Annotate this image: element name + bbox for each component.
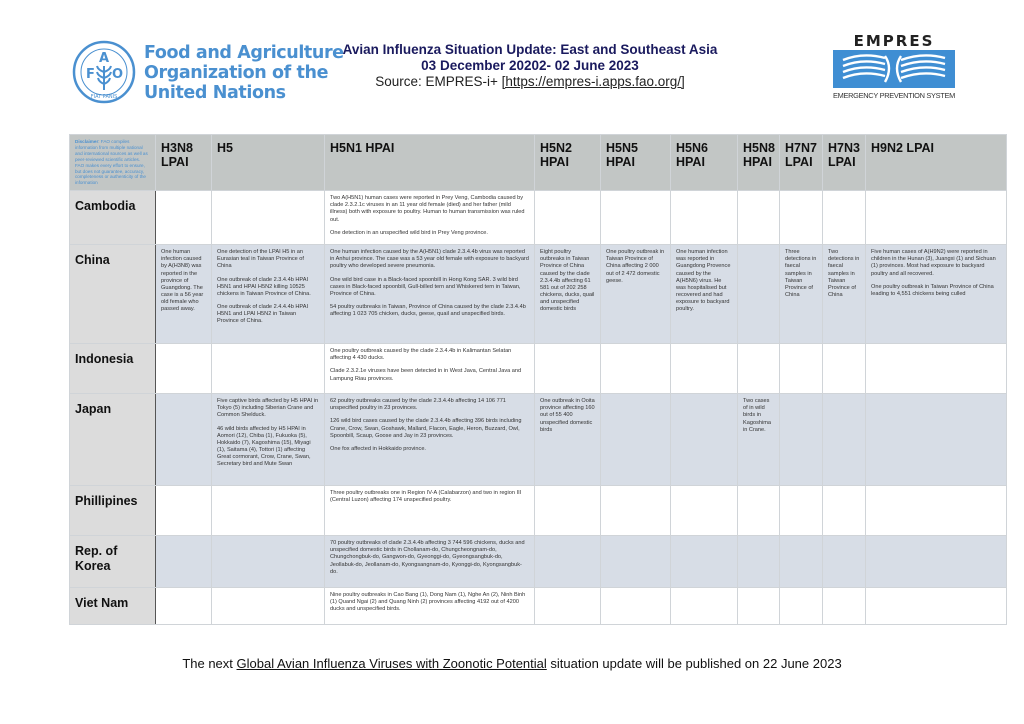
column-header: H5 [212,135,325,191]
table-cell [738,536,780,588]
table-cell [212,536,325,588]
table-cell [671,588,738,625]
cell-paragraph: One fox affected in Hokkaido province. [330,445,426,452]
table-cell [671,191,738,245]
cell-paragraph: Clade 2.3.2.1e viruses have been detected in in West Java, Central Java and Lampung Riau provinces. [330,368,522,382]
column-header: H5N6 HPAI [671,135,738,191]
table-cell [156,536,212,588]
footer-link[interactable]: Global Avian Influenza Viruses with Zoonotic Potential [236,656,547,671]
table-cell [738,191,780,245]
empres-subtitle: EMERGENCY PREVENTION SYSTEM [833,91,955,100]
table-cell [325,394,535,486]
fao-logo [72,38,344,108]
table-cell [535,588,601,625]
table-cell [156,344,212,394]
cell-paragraph: One detection of the LPAI H5 in an Eurasian teal in Taiwan Province of China [217,249,304,270]
empres-logo [833,34,955,104]
table-cell [325,588,535,625]
footer-prefix: The next [182,656,237,671]
cell-paragraph: Nine poultry outbreaks in Cao Bang (1), Dong Nam (1), Nghe An (2), Ninh Binh (1) Quand Ngai (2) and Quang Ninh (2) provinces affecting 4192 out of 4200 ducks and unspecified birds. [330,592,526,613]
table-cell [866,191,1007,245]
fao-emblem-motto: FIAT PANIS [90,94,118,100]
table-row [70,344,1007,394]
table-cell [780,344,823,394]
table-cell [738,588,780,625]
table-cell [866,536,1007,588]
source-line [300,74,760,90]
column-header: H3N8 LPAI [156,135,212,191]
table-cell [601,486,671,536]
footer-note [0,656,1024,671]
cell-paragraph: One outbreak of clade 2.3.4.4b HPAI H5N1 and HPAI H5N2 killing 10525 chickens in Taiwan Province of China. [217,276,311,297]
column-header: H5N1 HPAI [325,135,535,191]
table-cell [671,245,738,344]
table-cell [738,486,780,536]
cell-paragraph: Three detections in faecal samples in Taiwan Province of China [785,249,817,298]
table-cell [535,536,601,588]
column-header: H9N2 LPAI [866,135,1007,191]
cell-paragraph: Three poultry outbreaks one in Region IV-A (Calabarzon) and two in region III (Central Luzon) affecting 174 unspecified poultry. [330,490,522,504]
cell-paragraph: One human infection caused by the A(H5N1) clade 2.3.4.4b virus was reported in Anhui province. The case was a 53 year old female with exposure to backyard poultry who developed severe pneumonia. [330,249,529,270]
cell-paragraph: Five human cases of A(H9N2) were reported in children in the Hunan (3), Juangxi (1) and Sichuan (1) provinces. Most had exposure to backyard poultry and all recovered. [871,249,996,277]
title-block [300,42,760,90]
table-cell [325,344,535,394]
table-cell [601,394,671,486]
table-cell [780,394,823,486]
fao-emblem-letter-f: F [86,67,95,82]
table-cell [738,344,780,394]
table-cell [823,536,866,588]
table-cell [535,394,601,486]
country-name: Viet Nam [70,588,156,625]
table-cell [823,245,866,344]
table-row [70,245,1007,344]
fao-name-line: Food and Agriculture [144,43,344,63]
cell-paragraph: Two A(H5N1) human cases were reported in Prey Veng, Cambodia caused by clade 2.3.2.1c viruses in an 11 year old female (died) and her father (mild illness) both with exposure to poultry. Human to human transmission was ruled out. [330,195,525,223]
table-cell [823,486,866,536]
column-header: H7N7 LPAI [780,135,823,191]
table-cell [212,344,325,394]
country-name: Japan [70,394,156,486]
cell-paragraph: 70 poultry outbreaks of clade 2.3.4.4b affecting 3 744 596 chickens, ducks and unspecified domestic birds in Chollanam-do, Chungcheongnam-do, Chungchongbuk-do, Gangwon-do, Gyeonggi-do, Gyeongsangbuk-do, Jeollabuk-do, Jeollanam-do, Kyongsangnam-do, Kyonggi-do, Kyongsangbuk-do. [330,540,525,575]
source-link[interactable]: [https://empres-i.apps.fao.org/] [501,74,685,89]
table-cell [601,344,671,394]
fao-emblem-letter-o: O [112,67,124,82]
cell-paragraph: One poultry outbreak caused by the clade 2.3.4.4b in Kalimantan Selatan affecting 4 430 ducks. [330,348,512,362]
country-name: Phillipines [70,486,156,536]
table-cell [212,245,325,344]
table-row [70,588,1007,625]
cell-paragraph: One outbreak of clade 2.4.4.4b HPAI H5N1 and LPAI H5N2 in Taiwan Province of China. [217,303,309,324]
cell-paragraph: One detection in an unspecified wild bird in Prey Veng province. [330,229,488,236]
disclaimer-label: Disclaimer [75,139,99,144]
table-cell [866,588,1007,625]
table-cell [866,245,1007,344]
table-cell [780,191,823,245]
table-cell [156,245,212,344]
table-cell [866,344,1007,394]
table-cell [823,394,866,486]
cell-paragraph: 54 poultry outbreaks in Taiwan, Province of China caused by the clade 2.3.4.4b affecting 1 023 705 chicken, ducks, geese, quail and unspecified birds. [330,303,526,317]
country-name: Indonesia [70,344,156,394]
table-cell [823,344,866,394]
table-cell [325,245,535,344]
table-cell [601,588,671,625]
table-cell [671,486,738,536]
table-cell [780,588,823,625]
table-cell [601,245,671,344]
table-cell [780,486,823,536]
fao-emblem-letter-a: A [99,51,110,66]
table-cell [156,191,212,245]
cell-paragraph: 46 wild birds affected by H5 HPAI in Aomori (12), Chiba (1), Fukuoka (5), Hokkaido (7), Kagoshima (15), Miyagi (1), Saitama (4), Tottori (1) affecting Great cormorant, Crow, Crane, Swan, Secretary bird and Mute Swan [217,425,311,467]
table-cell [325,191,535,245]
table-cell [671,394,738,486]
table-cell [156,394,212,486]
header-row [70,135,1007,191]
table-cell [212,486,325,536]
column-header: H5N5 HPAI [601,135,671,191]
country-name: Cambodia [70,191,156,245]
table-row [70,536,1007,588]
table-cell [535,245,601,344]
table-cell [212,191,325,245]
table-cell [866,486,1007,536]
cell-paragraph: One outbreak in Ooita province affecting 160 out of 55 400 unspecified domestic birds [540,398,595,433]
source-prefix: Source: EMPRES-i+ [375,74,502,89]
table-cell [156,486,212,536]
cell-paragraph: One human infection was reported in Guangdong Provence caused by the A(H5N6) virus. He was hospitalised but recovered and had exposure to backyard poultry. [676,249,731,312]
disclaimer-text: : FAO compiles information from multiple national and international sources as well as peer-reviewed scientific articles. FAO makes every effort to ensure, but does not guarantee, accuracy, completeness or authenticity of the information [75,139,148,186]
empres-wave-icon [833,50,955,88]
situation-table [69,134,1007,625]
column-header: H5N2 HPAI [535,135,601,191]
table-cell [671,536,738,588]
table-cell [823,588,866,625]
table-cell [212,394,325,486]
footer-suffix: situation update will be published on 22 June 2023 [546,656,842,671]
cell-paragraph: One wild bird case in a Black-faced spoonbill in Hong Kong SAR. 3 wild bird cases in Black-faced spoonbill, Gull-billed tern and Whiskered tern in Taiwan, Province of China. [330,276,521,297]
fao-emblem-icon [72,40,136,104]
table-cell [325,486,535,536]
table-cell [535,191,601,245]
cell-paragraph: Eight poultry outbreaks in Taiwan Province of China caused by the clade 2.3.4.4b affecting 61 581 out of 202 258 chickens, ducks, quail and unspecified domestic birds [540,249,595,312]
table-cell [535,344,601,394]
cell-paragraph: One poultry outbreak in Taiwan Province of China leading to 4,551 chickens being culled [871,283,994,297]
table-cell [212,588,325,625]
country-name: China [70,245,156,344]
table-cell [738,394,780,486]
fao-name-line: United Nations [144,83,286,103]
disclaimer [70,135,156,191]
table-cell [601,536,671,588]
table-row [70,191,1007,245]
table-row [70,486,1007,536]
country-name: Rep. of Korea [70,536,156,588]
table-cell [156,588,212,625]
cell-paragraph: Two cases of in wild birds in Kagoshima in Crane. [743,398,771,433]
column-header: H7N3 LPAI [823,135,866,191]
table-cell [671,344,738,394]
table-cell [823,191,866,245]
column-header: H5N8 HPAI [738,135,780,191]
table-cell [601,191,671,245]
cell-paragraph: 62 poultry outbreaks caused by the clade 2.3.4.4b affecting 14 106 771 unspecified poultry in 23 provinces. [330,398,506,412]
cell-paragraph: 126 wild bird cases caused by the clade 2.3.4.4b affecting 396 birds including Crane, Crow, Swan, Goshawk, Mallard, Flacon, Eagle, Heron, Buzzard, Owl, Spoonbill, Scaup, Goose and Jay in 23 provinces. [330,418,522,439]
table-cell [780,536,823,588]
cell-paragraph: Two detections in faecal samples in Taiwan Province of China [828,249,860,298]
cell-paragraph: One poultry outbreak in Taiwan Province of China affecting 2 000 out of 2 472 domestic geese. [606,249,665,284]
table-cell [738,245,780,344]
table-cell [325,536,535,588]
table-row [70,394,1007,486]
table-cell [780,245,823,344]
page-title: Avian Influenza Situation Update: East and Southeast Asia [342,42,718,57]
empres-wordmark: EMPRES [853,32,935,50]
table-cell [535,486,601,536]
table-cell [866,394,1007,486]
cell-paragraph: One human infection caused by A(H3N8) was reported in the province of Guangdong. The case is a 56 year old female who passed away. [161,249,204,312]
fao-name-line: Organization of the [144,63,329,83]
cell-paragraph: Five captive birds affected by H5 HPAI in Tokyo (5) including Siberian Crane and Common Shelduck. [217,398,319,419]
date-range: 03 December 20202- 02 June 2023 [421,58,639,73]
